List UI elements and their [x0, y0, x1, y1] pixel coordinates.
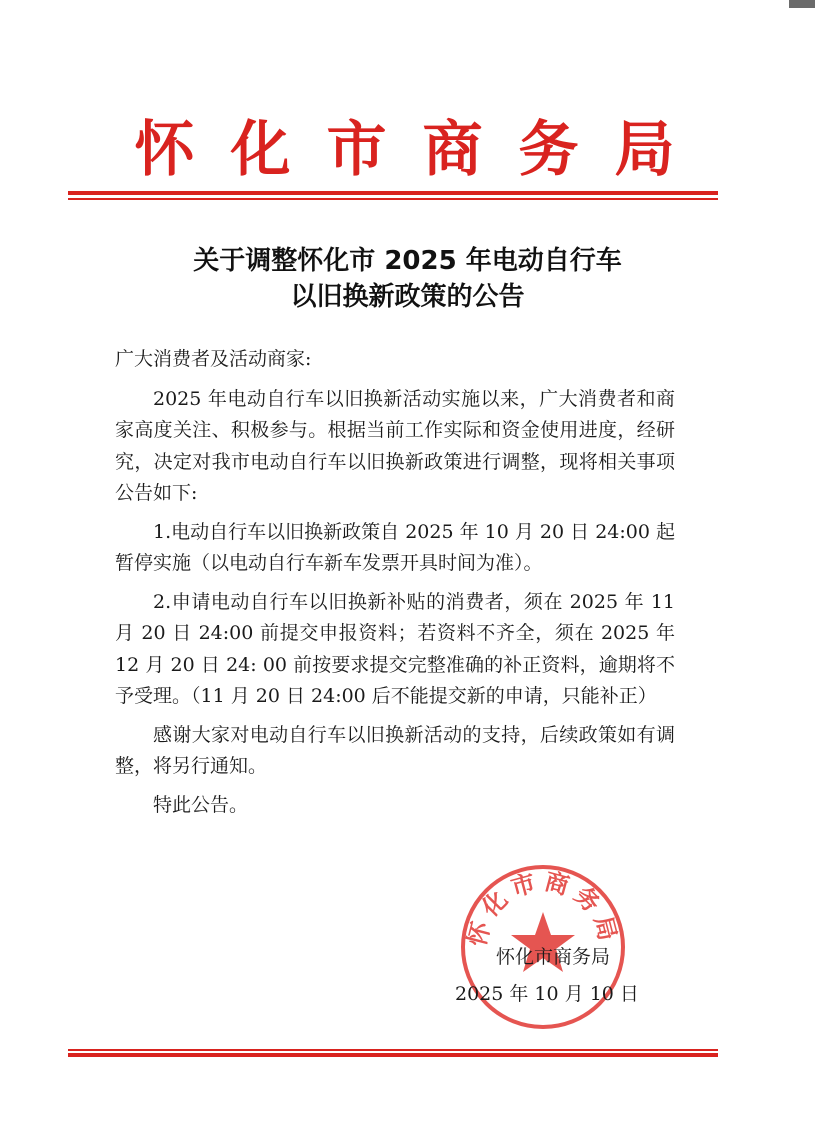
letterhead-rule-thick: [68, 191, 718, 195]
footer-rule-thick: [68, 1053, 718, 1057]
signature-issuer: 怀化市商务局: [496, 946, 611, 968]
document-body: [115, 344, 675, 821]
paragraph-item-2: 2.申请电动自行车以旧换新补贴的消费者，须在 2025 年 11 月 20 日 24:00 前提交申报资料；若资料不齐全，须在 2025 年 12 月 20 日 24: 00 前按要求提交完整准确的补正资料，逾期将不予受理。（11 月 20 日 24:00 后不能提交新的申请，只能补正）: [115, 590, 675, 707]
letterhead-issuer: 怀化市商务局: [134, 115, 711, 185]
scan-corner-mark: [789, 0, 815, 8]
paragraph-closing: 特此公告。: [153, 793, 249, 816]
document-title-line-2: 以旧换新政策的公告: [290, 282, 525, 312]
paragraph-intro: 2025 年电动自行车以旧换新活动实施以来，广大消费者和商家高度关注、积极参与。根据当前工作实际和资金使用进度，经研究，决定对我市电动自行车以旧换新政策进行调整，现将相关事项公告如下:: [115, 387, 675, 504]
seal-text: 怀化市商务局: [462, 867, 624, 950]
paragraph-item-1: 1.电动自行车以旧换新政策自 2025 年 10 月 20 日 24:00 起暂停实施（以电动自行车新车发票开具时间为准）。: [115, 520, 675, 574]
document-title-line-1: 关于调整怀化市 2025 年电动自行车: [193, 246, 622, 276]
letterhead-rule-thin: [68, 198, 718, 200]
signature-date: 2025 年 10 月 10 日: [455, 983, 639, 1005]
salutation: 广大消费者及活动商家:: [115, 348, 312, 370]
footer-rule-thin: [68, 1049, 718, 1051]
paragraph-thanks: 感谢大家对电动自行车以旧换新活动的支持，后续政策如有调整，将另行通知。: [115, 723, 675, 777]
